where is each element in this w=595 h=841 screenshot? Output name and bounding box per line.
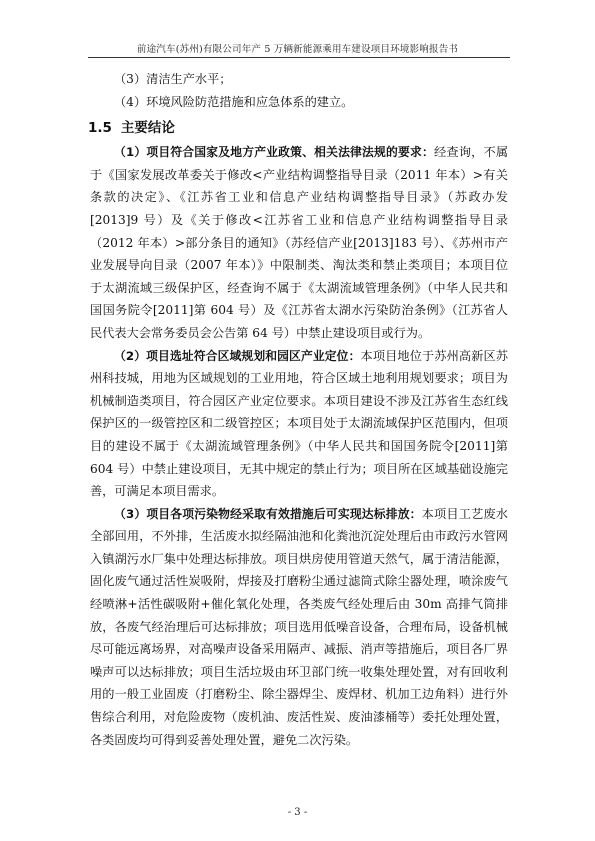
conclusion-lead-1: （1）项目符合国家及地方产业政策、相关法律法规的要求： bbox=[114, 145, 434, 160]
header-divider bbox=[88, 57, 510, 58]
conclusion-paragraph-3 bbox=[90, 503, 508, 752]
list-item-clean-production: （3）清洁生产水平； bbox=[114, 72, 232, 86]
section-heading bbox=[88, 115, 508, 141]
section-title: 主要结论 bbox=[120, 120, 175, 137]
conclusion-lead-3: （3）项目各项污染物经采取有效措施后可实现达标排放： bbox=[114, 506, 422, 521]
section-number: 1.5 bbox=[88, 120, 112, 137]
conclusion-body-2: 本项目地位于苏州高新区苏州科技城，用地为区域规划的工业用地，符合区域土地利用规划要求；项目为机械制造类项目，符合园区产业定位要求。本项目建设不涉及江苏省生态红线保护区的一级管控区和二级管控区；本项目处于太湖流域保护区范围内，但项目的建设不属于《太湖流域管理条例》（中华人民共和国国务院令[2011]第 604 号）中禁止建设项目，无其中规定的禁止行为；项目所在区域基础设施完善，可满足本项目需求。 bbox=[90, 348, 509, 499]
conclusion-paragraph-2 bbox=[90, 345, 508, 503]
page-number: - 3 - bbox=[287, 807, 308, 818]
conclusion-lead-2: （2）项目选址符合区域规划和园区产业定位： bbox=[114, 348, 361, 363]
header-title: 前途汽车(苏州)有限公司年产 5 万辆新能源乘用车建设项目环境影响报告书 bbox=[136, 44, 459, 55]
list-item-risk-prevention: （4）环境风险防范措施和应急体系的建立。 bbox=[114, 94, 354, 109]
conclusion-body-1: 经查询，不属于《国家发展改革委关于修改<产业结构调整指导目录（2011 年本）>有关条款的决定》、《江苏省工业和信息产业结构调整指导目录》（苏政办发[2013]9 号）及《关于修改<江苏省工业和信息产业结构调整指导目录（2012 年本）>部分条目的通知》（苏经信产业[2013]183 号）、《苏州市产业发展导向目录（2007 年本）》中限制类、淘汰类和禁止类项目；本项目位于太湖流域三级保护区，经查询不属于《太湖流域管理条例》（中华人民共和国国务院令[2011]第 604 号）及《江苏省太湖水污染防治条例》（江苏省人民代表大会常务委员会公告第 64 号）中禁止建设项目或行为。 bbox=[90, 145, 509, 340]
page-content bbox=[90, 68, 508, 751]
conclusion-paragraph-1 bbox=[90, 141, 508, 344]
conclusion-body-3: 本项目工艺废水全部回用，不外排，生活废水拟经隔油池和化粪池沉淀处理后由市政污水管网入镇湖污水厂集中处理达标排放。项目烘房使用管道天然气，属于清洁能源，固化废气通过活性炭吸附，焊接及打磨粉尘通过滤筒式除尘器处理，喷涂废气经喷淋+活性碳吸附+催化氧化处理，各类废气经处理后由 30m 高排气筒排放，各废气经治理后可达标排放；项目选用低噪音设备，合理布局，设备机械尽可能远离场界，对高噪声设备采用隔声、减振、消声等措施后，项目各厂界噪声可以达标排放；项目生活垃圾由环卫部门统一收集处理处置，对有回收利用的一般工业固废（打磨粉尘、除尘器焊尘、废焊材、机加工边角料）进行外售综合利用，对危险废物（废机油、废活性炭、废油漆桶等）委托处理处置，各类固废均可得到妥善处理处置，避免二次污染。 bbox=[90, 506, 508, 747]
